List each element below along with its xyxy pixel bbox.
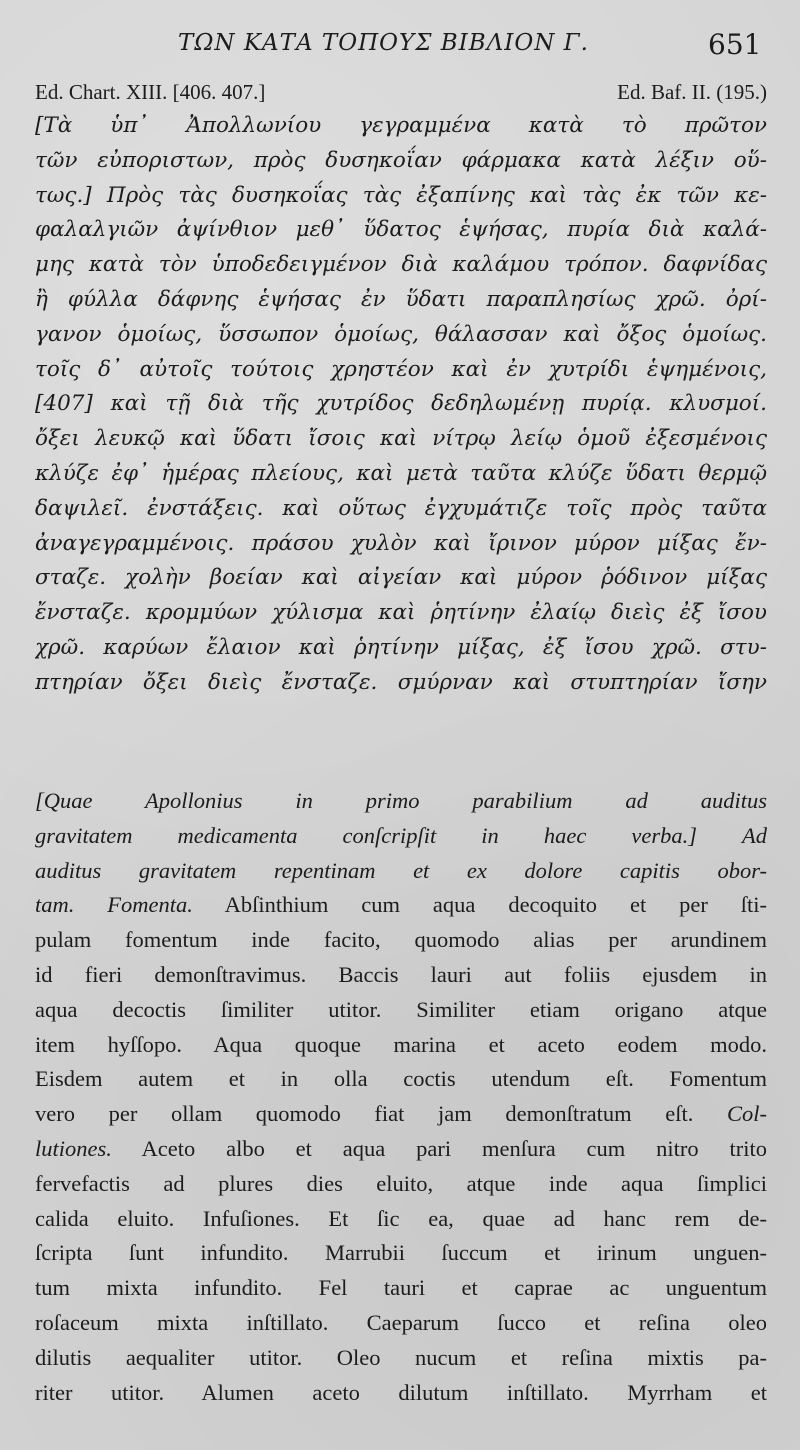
latin-line: fervefactis ad plures dies eluito, atque inde aqua ſimplici	[35, 1170, 767, 1196]
edition-chartier: Ed. Chart. XIII. [406. 407.]	[35, 80, 266, 104]
greek-line: τῶν εὐποριστων, πρὸς δυσηκοΐαν φάρμακα κατὰ λέξιν οὕ-	[35, 147, 767, 173]
latin-line	[35, 819, 767, 854]
greek-line: πτηρίαν ὄξει διεὶς ἔνσταζε. σμύρναν καὶ στυπτηρίαν ἴσην	[35, 669, 767, 695]
latin-text-block	[35, 784, 767, 1410]
edition-reference-line	[35, 80, 767, 108]
greek-line: ἢ φύλλα δάφνης ἑψήσας ἐν ὕδατι παραπλησίως χρῶ. ὀρί-	[35, 286, 767, 312]
latin-line: Eisdem autem et in olla coctis utendum eſt. Fomentum	[35, 1066, 767, 1092]
greek-line: χρῶ. καρύων ἔλαιον καὶ ῥητίνην μίξας, ἐξ ἴσου χρῶ. στυ-	[35, 634, 767, 660]
latin-line: aqua decoctis ſimiliter utitor. Similiter etiam origano atque	[35, 996, 767, 1022]
running-title: ΤΩΝ ΚΑΤΑ ΤΟΠΟΥΣ ΒΙΒΛΙΟΝ Γ.	[178, 30, 589, 56]
greek-line: κλύζε ἐφ᾽ ἡμέρας πλείους, καὶ μετὰ ταῦτα κλύζε ὕδατι θερμῷ	[35, 460, 767, 486]
greek-line: ὄξει λευκῷ καὶ ὕδατι ἴσοις καὶ νίτρῳ λείῳ ὁμοῦ ἐξεσμένοις	[35, 426, 767, 452]
latin-roman-span: Aceto albo et aqua pari menſura cum nitro trito	[141, 1135, 767, 1161]
latin-line: pulam fomentum inde facito, quomodo alias per arundinem	[35, 927, 767, 953]
greek-line: μης κατὰ τὸν ὑποδεδειγμένον διὰ καλάμου τρόπον. δαφνίδας	[35, 252, 767, 278]
latin-italic-span: gravitatem medicamenta conſcripſit in haec verba.]	[35, 822, 697, 848]
greek-line: γανον ὁμοίως, ὕσσωπον ὁμοίως, θάλασσαν καὶ ὄξος ὁμοίως.	[35, 321, 767, 347]
greek-line: [407] καὶ τῇ διὰ τῆς χυτρίδος δεδηλωμένῃ πυρίᾳ. κλυσμοί.	[35, 391, 767, 417]
page-number: 651	[708, 28, 762, 61]
latin-line	[35, 888, 767, 923]
latin-line: riter utitor. Alumen aceto dilutum inſtillato. Myrrham et	[35, 1379, 767, 1405]
latin-line: ſcripta ſunt infundito. Marrubii ſuccum et irinum unguen-	[35, 1240, 767, 1266]
latin-roman-span: Abſinthium cum aqua decoquito et per ſti-	[224, 892, 767, 918]
greek-line: τοῖς δ᾽ αὐτοῖς τούτοις χρηστέον καὶ ἐν χυτρίδι ἑψημένοις,	[35, 356, 767, 382]
latin-italic-span: tam. Fomenta.	[35, 892, 193, 918]
latin-line: roſaceum mixta inſtillato. Caeparum ſucco et reſina oleo	[35, 1309, 767, 1335]
latin-line: auditus gravitatem repentinam et ex dolore capitis obor-	[35, 857, 767, 883]
latin-line	[35, 1132, 767, 1167]
latin-line	[35, 1097, 767, 1132]
latin-line: [Quae Apollonius in primo parabilium ad auditus	[35, 788, 767, 813]
latin-italic-span: Ad	[742, 822, 767, 848]
latin-italic-span: lutiones.	[35, 1135, 112, 1161]
latin-italic-span: Col-	[726, 1101, 767, 1127]
latin-line: item hyſſopo. Aqua quoque marina et aceto eodem modo.	[35, 1031, 767, 1057]
greek-text-block	[35, 109, 767, 701]
latin-line: calida eluito. Infuſiones. Et ſic ea, quae ad hanc rem de-	[35, 1205, 767, 1231]
greek-line: φαλαλγιῶν ἀψίνθιον μεθ᾽ ὕδατος ἑψήσας, πυρία διὰ καλά-	[35, 217, 767, 243]
greek-line: δαψιλεῖ. ἐνστάξεις. καὶ οὕτως ἐγχυμάτιζε τοῖς πρὸς ταῦτα	[35, 495, 767, 521]
greek-line: ἔνσταζε. κρομμύων χύλισμα καὶ ῥητίνην ἐλαίῳ διεὶς ἐξ ἴσου	[35, 600, 767, 626]
greek-line: ἀναγεγραμμένοις. πράσου χυλὸν καὶ ἴρινον μύρον μίξας ἔν-	[35, 530, 767, 556]
latin-roman-span: vero per ollam quomodo fiat jam demonſtratum eſt.	[35, 1101, 694, 1127]
running-head	[0, 30, 800, 64]
latin-line: dilutis aequaliter utitor. Oleo nucum et reſina mixtis pa-	[35, 1344, 767, 1370]
greek-line: [Τὰ ὑπ᾽ Ἀπολλωνίου γεγραμμένα κατὰ τὸ πρῶτον	[35, 113, 767, 138]
greek-line: σταζε. χολὴν βοείαν καὶ αἰγείαν καὶ μύρον ῥόδινον μίξας	[35, 565, 767, 591]
latin-line: id fieri demonſtravimus. Baccis lauri aut foliis ejusdem in	[35, 961, 767, 987]
latin-line: tum mixta infundito. Fel tauri et caprae ac unguentum	[35, 1275, 767, 1301]
greek-line: τως.] Πρὸς τὰς δυσηκοΐας τὰς ἐξαπίνης καὶ τὰς ἐκ τῶν κε-	[35, 182, 767, 208]
edition-basel: Ed. Baf. II. (195.)	[617, 80, 767, 104]
